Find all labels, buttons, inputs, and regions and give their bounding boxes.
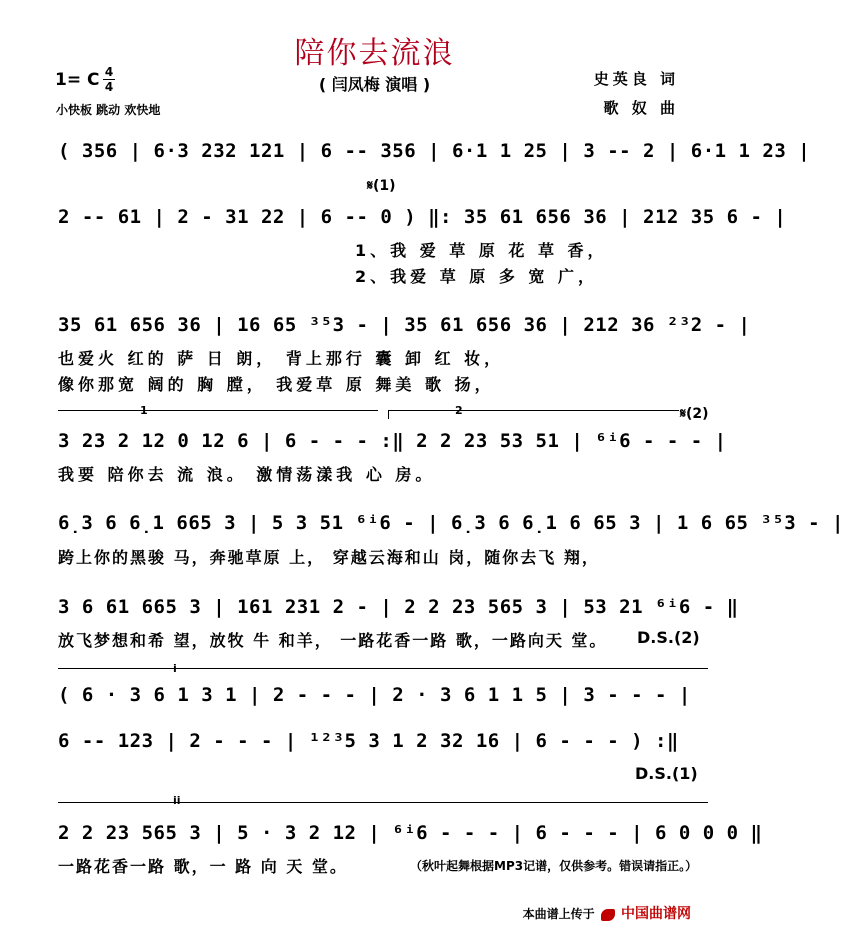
singer-credit: ( 闫凤梅 演唱 )	[318, 75, 431, 94]
upload-credit-text: 本曲谱上传于	[522, 907, 595, 921]
time-signature	[103, 66, 115, 93]
key-signature: 1= C	[55, 70, 100, 90]
score-line-2: 2 -- 61 | 2 - 31 22 | 6 -- 0 ) ‖: 35 61 656 36 | 212 35 6 - |	[58, 206, 787, 228]
segno-1: 𝄋(1)	[367, 178, 396, 194]
volta-bracket-2	[388, 410, 679, 419]
segno-2: 𝄋(2)	[680, 406, 709, 422]
score-line-6: 3 6 61 665 3 | 161 231 2 - | 2 2 23 565 3 | 53 21 ⁶ⁱ6 - ‖	[58, 596, 739, 618]
volta-ii-number: ii	[173, 794, 181, 807]
volta-1-number: 1	[140, 404, 148, 417]
lyric-line-6: 放飞梦想和希 望，放牧 牛 和羊， 一路花香一路 歌，一路向天 堂。	[58, 631, 608, 650]
volta-bracket-i	[58, 668, 708, 677]
tempo-mark: 小快板 跳动 欢快地	[56, 103, 161, 117]
time-signature-bottom: 4	[104, 80, 114, 94]
upload-credit	[523, 903, 691, 923]
dal-segno-1: D.S.(1)	[635, 764, 698, 783]
time-signature-top: 4	[104, 65, 114, 79]
score-line-7: ( 6 · 3 6 1 3 1 | 2 - - - | 2 · 3 6 1 1 5 | 3 - - - |	[58, 684, 691, 706]
lyric-line-4: 我要 陪你去 流 浪。 激情荡漾我 心 房。	[58, 465, 436, 484]
lyric-line-2-verse-2: 2、我爱 草 原 多 宽 广，	[355, 267, 598, 286]
composer-credit: 歌 奴 曲	[603, 99, 679, 117]
lyricist-credit: 史英良 词	[593, 70, 679, 88]
lyric-line-5: 跨上你的黑骏 马，奔驰草原 上， 穿越云海和山 岗，随你去飞 翔，	[58, 548, 600, 567]
volta-2-number: 2	[455, 404, 463, 417]
site-logo-icon	[601, 909, 615, 921]
dal-segno-2: D.S.(2)	[637, 628, 700, 647]
volta-bracket-1	[58, 410, 378, 419]
transcription-note: （秋叶起舞根据MP3记谱，仅供参考。错误请指正。）	[410, 859, 698, 873]
lyric-line-2-verse-1: 1、我 爱 草 原 花 草 香，	[355, 241, 608, 260]
score-line-9: 2 2 23 565 3 | 5 · 3 2 12 | ⁶ⁱ6 - - - | 6 - - - | 6 0 0 0 ‖	[58, 822, 763, 844]
score-line-3: 35 61 656 36 | 16 65 ³⁵3 - | 35 61 656 36 | 212 36 ²³2 - |	[58, 314, 751, 336]
lyric-line-3-verse-1: 也爱火 红的 萨 日 朗， 背上那行 囊 卸 红 妆，	[58, 349, 505, 368]
volta-i-number: i	[173, 662, 177, 675]
lyric-line-3-verse-2: 像你那宽 阔的 胸 膛， 我爱草 原 舞美 歌 扬，	[58, 375, 495, 394]
score-line-1: ( 356 | 6·3 232 121 | 6 -- 356 | 6·1 1 25 | 3 -- 2 | 6·1 1 23 |	[58, 140, 811, 162]
score-line-5: 6̣3 6 6̣1 665 3 | 5 3 51 ⁶ⁱ6 - | 6̣3 6 6̣1 6 65 3 | 1 6 65 ³⁵3 - |	[58, 512, 844, 534]
score-line-8: 6 -- 123 | 2 - - - | ¹²³5 3 1 2 32 16 | 6 - - - ) :‖	[58, 730, 679, 752]
volta-bracket-ii	[58, 802, 708, 811]
song-title: 陪你去流浪	[294, 36, 455, 71]
site-name[interactable]: 中国曲谱网	[621, 906, 691, 922]
lyric-line-9: 一路花香一路 歌，一 路 向 天 堂。	[58, 857, 348, 876]
score-line-4: 3 23 2 12 0 12 6 | 6 - - - :‖ 2 2 23 53 51 | ⁶ⁱ6 - - - |	[58, 430, 727, 452]
